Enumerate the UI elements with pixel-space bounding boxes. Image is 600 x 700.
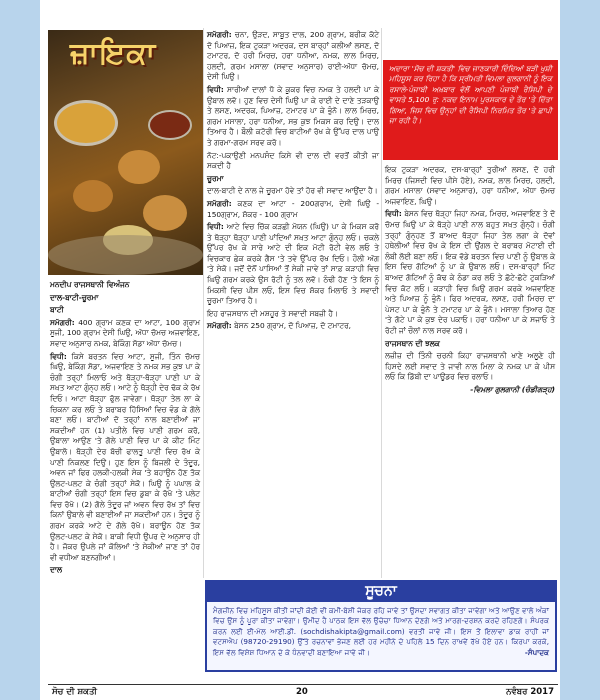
- chutney-bowl: [148, 110, 192, 140]
- method-text: ਆਟੇ ਵਿਚ ਚਿੱਕ ਕੜਛੀ ਮੋਯਨ (ਘਿਉ) ਪਾ ਕੇ ਮਿਕਸ ਕਰੋ ਤੇ ਥੋੜ੍ਹਾ ਥੋੜ੍ਹਾ ਪਾਣੀ ਪਾਂਦਿਆਂ ਸਖ਼ਤ ਆਟਾ ਗੁੰਨ੍ਹ ਲਓ। ਚਕਲੇ ਉੱਪਰ ਰੱਖ ਕੇ ਸਾਰੇ ਆਟੇ ਦੀ ਇਕ ਮੋਟੀ ਰੋਟੀ ਵੇਲ ਲਓ ਤੇ ਵਿਚਕਾਰ ਛੇਕ ਕਰਕੇ ਗੈਸ 'ਤੇ ਤਵੇ ਉੱਪਰ ਰੱਖ ਦਿਓ। ਹੌਲੀ ਅੱਗ 'ਤੇ ਸੇਕੋ। ਜਦੋਂ ਦੋਨੋਂ ਪਾਸਿਆਂ ਤੋਂ ਸੇਕੀ ਜਾਵੇ ਤਾਂ ਸਾਫ਼ ਕੜਾਹੀ ਵਿਚ ਘਿਉ ਗਰਮ ਕਰਕੇ ਉਸ ਰੋਟੀ ਨੂੰ ਤਲ ਲਵੋ। ਠੰਢੀ ਹੋਣ 'ਤੇ ਇਸ ਨੂੰ ਮਿਕਸੀ ਵਿਚ ਪੀਸ ਲਓ, ਇਸ ਵਿਚ ਸ਼ੱਕਰ ਮਿਲਾਓ ਤੇ ਸਵਾਦੀ ਚੂਰਮਾ ਤਿਆਰ ਹੈ।: [207, 222, 379, 306]
- ingredients-paragraph: [207, 199, 379, 220]
- notice-sign: -ਸੰਪਾਦਕ: [524, 647, 549, 657]
- notice-box: [205, 580, 557, 672]
- bati-ball: [73, 180, 113, 212]
- column-middle: [207, 30, 379, 334]
- bati-ball: [118, 150, 160, 184]
- method-paragraph: [50, 352, 200, 564]
- dish-title: ਦਾਲ-ਬਾਟੀ-ਚੂਰਮਾ: [50, 292, 99, 302]
- bati-ball: [143, 195, 187, 231]
- byline: ਮਨਦੀਪ ਰਾਜਸਥਾਨੀ ਵਿਅੰਜਨ: [50, 280, 130, 289]
- dal-bowl: [54, 100, 118, 146]
- method-text: ਕਿਸੇ ਬਰਤਨ ਵਿਚ ਆਟਾ, ਸੂਜੀ, ਤਿੰਨ ਚੱਮਚ ਘਿਉ, ਬੇਕਿੰਗ ਸੋਡਾ, ਅਜਵਾਇਣ ਤੇ ਨਮਕ ਸਭ ਕੁਝ ਪਾ ਕੇ ਚੰਗੀ ਤਰ੍ਹਾਂ ਮਿਲਾਓ ਅਤੇ ਥੋੜ੍ਹਾ-ਥੋੜ੍ਹਾ ਪਾਣੀ ਪਾ ਕੇ ਸਖ਼ਤ ਆਟਾ ਗੁੰਨ੍ਹ ਲਓ। ਆਟੇ ਨੂੰ ਥੋੜ੍ਹੀ ਦੇਰ ਢੱਕ ਕੇ ਰੱਖ ਦਿਓ। ਆਟਾ ਥੋੜ੍ਹਾ ਫੁੱਲ ਜਾਵੇਗਾ। ਥੋੜ੍ਹਾ ਤੇਲ ਲਾ ਕੇ ਚਿਕਨਾ ਕਰ ਲਓ ਤੇ ਬਰਾਬਰ ਹਿੱਸਿਆਂ ਵਿਚ ਵੰਡ ਕੇ ਗੋਲੇ ਬਣਾ ਲਓ। ਬਾਟੀਆਂ ਦੋ ਤਰ੍ਹਾਂ ਨਾਲ ਬਣਾਈਆਂ ਜਾ ਸਕਦੀਆਂ ਹਨ (1) ਪਤੀਲੇ ਵਿਚ ਪਾਣੀ ਗਰਮ ਕਰੋ, ਉਬਾਲਾ ਆਉਣ 'ਤੇ ਗੋਲੇ ਪਾਣੀ ਵਿਚ ਪਾ ਕੇ ਕੀਟ ਮਿੰਟ ਉਬਾਲੋ। ਥੋੜ੍ਹੀ ਦੇਰ ਬੱਚੀ ਫਾਲਤੂ ਪਾਣੀ ਵਿਚ ਰੱਖ ਕੇ ਪਾਣੀ ਨਿਕਲਣ ਦਿਉ। ਹੁਣ ਇਸ ਨੂੰ ਬਿਜਲੀ ਦੇ ਤੰਦੂਰ, ਅਵਨ ਜਾਂ ਫਿਰ ਹਲਕੀ-ਹਲਕੀ ਸੇਕ 'ਤੇ ਬਹਾਉਨ ਹੋਣ ਤੱਕ ਉਲਟ-ਪਲਟ ਕੇ ਚੰਗੀ ਤਰ੍ਹਾਂ ਸੇਕੋ। ਘਿਉ ਨੂੰ ਪਘਾਲ ਕੇ ਬਾਟੀਆਂ ਚੰਗੀ ਤਰ੍ਹਾਂ ਇਸ ਵਿਚ ਡੁਬਾ ਕੇ ਰੱਖੋ 'ਤੇ ਪਲੇਟ ਵਿਚ ਰੱਖੋ। (2) ਗੋਲੇ ਤੰਦੂਰ ਜਾਂ ਅਵਨ ਵਿਚ ਰੱਖ ਤਾਂ ਵਿਚ ਕਿਨਾਂ ਉਬਾਲੇ ਵੀ ਬਣਾਈਆਂ ਜਾ ਸਕਦੀਆਂ ਹਨ। ਤੰਦੂਰ ਨੂੰ ਗਰਮ ਕਰਕੇ ਆਟੇ ਦੇ ਗੋਲੇ ਰੱਖੋ। ਬਰਾਊਨ ਹੋਣ ਤੱਕ ਉਲਟ-ਪਲਟ ਕੇ ਸੇਕੋ। ਬਾਕੀ ਵਿਧੀ ਉਪਰ ਦੇ ਅਨੁਸਾਰ ਹੀ ਹੈ। ਜੋਕਰ ਉਪਲੇ ਜਾਂ ਕੋਲਿਆਂ 'ਤੇ ਸੇਕੀਆਂ ਜਾਣ ਤਾਂ ਹੋਰ ਵੀ ਵਧੀਆ ਬਣਨਗੀਆਂ।: [50, 351, 200, 562]
- method-paragraph: [207, 222, 379, 307]
- ingredients-text: ਕਣਕ ਦਾ ਆਟਾ - 200ਗਰਾਮ, ਦੇਸੀ ਘਿਉ - 150ਗ੍ਰਾਮ, ਸ਼ੱਕਰ - 100 ਗ੍ਰਾਮ: [207, 198, 379, 219]
- page-footer: [48, 684, 558, 699]
- issue-date: ਨਵੰਬਰ 2017: [506, 687, 554, 697]
- column-divider: [381, 28, 382, 578]
- notice-title: ਸੂਚਨਾ: [205, 580, 557, 602]
- ingredients-text: ਬੇਸਨ 250 ਗ੍ਰਾਮ, ਦੋ ਪਿਆਜ਼, ਦੋ ਟਮਾਟਰ,: [234, 321, 351, 331]
- method-label: ਵਿਧੀ:: [385, 209, 402, 219]
- right-margin-band: [560, 0, 600, 700]
- notice-text: ਮੈਗਜ਼ੀਨ ਵਿਚ ਮਹਿਸੂਸ ਕੀਤੀ ਜਾਂਦੀ ਕੋਈ ਵੀ ਕਮੀ-ਬੇਸ਼ੀ ਜੇਕਰ ਰਹਿ ਜਾਵੇ ਤਾਂ ਉਸਦਾ ਸਵਾਗਤ ਕੀਤਾ ਜਾਵੇਗਾ ਅਤੇ ਆਉਣ ਵਾਲੇ ਅੰਕਾਂ ਵਿਚ ਉਸ ਨੂੰ ਪੂਰਾ ਕੀਤਾ ਜਾਵੇਗਾ। ਉਮੀਦ ਹੈ ਪਾਠਕ ਇਸ ਵੱਲ ਉਚੇਚਾ ਧਿਆਨ ਦੇਣਗੇ ਅਤੇ ਮਾਰਗ-ਦਰਸ਼ਨ ਕਰਦੇ ਰਹਿਣਗੇ। ਸੰਪਰਕ ਕਰਨ ਲਈ ਈ-ਮੇਲ ਆਈ.ਡੀ. (sochdishakipta@gmail.com) ਵਰਤੀ ਜਾਵੇ ਜੀ। ਇਸ ਤੋਂ ਇਲਾਵਾ ਡਾਕ ਰਾਹੀਂ ਜਾਂ ਵਟਸਐਪ (98720-29190) ਉੱਤੇ ਰਚਨਾਵਾਂ ਭੇਜਣ ਲਈ ਹਰ ਮਹੀਨੇ ਦੇ ਪਹਿਲੇ 15 ਦਿਨ ਰਾਖਵੇਂ ਰੱਖੇ ਹੋਏ ਹਨ। ਕਿਰਪਾ ਕਰਕੇ, ਇਸ ਵੱਲ ਵਿਸ਼ੇਸ਼ ਧਿਆਨ ਦੇ ਕੇ ਧੰਨਵਾਦੀ ਬਣਾਇਆ ਜਾਵੇ ਜੀ।: [213, 606, 549, 657]
- subheading-bati: ਬਾਟੀ: [50, 305, 64, 315]
- author-signature: -ਵਿਮਲਾ ਗੁਲਗਾਨੀ (ਚੰਡੀਗੜ੍ਹ): [470, 384, 555, 394]
- subheading-churma: ਚੂਰਮਾ: [207, 173, 224, 183]
- closing-paragraph: ਲਜ਼ੀਜ਼ ਦੀ ਤਿੰਨੀ ਚਰਨੀ ਕਿਹਾ ਰਾਜਸਥਾਨੀ ਖਾਣੇ ਅਲੂਣੇ ਹੀ ਹਿਸਦੇ ਲਈ ਸਵਾਦ ਤੇ ਜਾਵੀ ਨਾਲ ਮਿਲਾ ਕੇ ਨਮਕ ਪਾ ਕੇ ਪੀਸ ਲਓ ਕਿ ਡਿੱਬੀ ਦਾ ਪਾਊਡਰ ਵਿਚ ਰਲਾਓ।: [385, 351, 555, 382]
- ingredients-label: ਸਮੱਗਰੀ:: [207, 30, 232, 39]
- ingredients-paragraph: [50, 318, 200, 350]
- subheading-dal: ਦਾਲ: [50, 565, 63, 575]
- method-paragraph: [385, 209, 555, 336]
- announcement-text: ਅਦਾਰਾ 'ਸੋਚ ਦੀ ਸ਼ਕਤੀ' ਵਿਚ ਜਾਣਕਾਰੀ ਦਿੰਦਿਆਂ ਬੜੀ ਖੁਸ਼ੀ ਮਹਿਸੂਸ ਕਰ ਰਿਹਾ ਹੈ ਕਿ ਸ੍ਰੀਮਤੀ ਵਿਮਲਾ ਗੁਲਗਾਨੀ ਨੂੰ ਇਕ ਰਸਾਲੇ-ਪੰਜਾਬੀ ਅਖ਼ਬਾਰ ਵੱਲੋਂ ਆਪਣੀ ਪੰਜਾਬੀ ਰੈਸਿਪੀ ਦੇ ਵਾਸਤੇ 5,100 ਰੁ: ਨਕਦ ਇਨਾਮ ਪੁਰਸਕਾਰ ਦੇ ਤੌਰ 'ਤੇ ਦਿੱਤਾ ਗਿਆ, ਜਿਸ ਵਿਚ ਉਨ੍ਹਾਂ ਦੀ ਰੈਸਿਪੀ ਨਿਰਮਿਤ ਤੌਰ 'ਤੇ ਛਾਪੀ ਜਾ ਰਹੀ ਹੈ।: [389, 64, 552, 126]
- section-title: ਜ਼ਾਇਕਾ: [70, 36, 157, 71]
- ingredients-label: ਸਮੱਗਰੀ:: [207, 321, 232, 331]
- method-label: ਵਿਧੀ:: [50, 351, 67, 361]
- award-announcement-box: [383, 60, 558, 160]
- method-label: ਵਿਧੀ:: [207, 84, 224, 94]
- method-text: ਸਾਰੀਆਂ ਦਾਲਾਂ ਧੋ ਕੇ ਕੂਕਰ ਵਿਚ ਨਮਕ ਤੇ ਹਲਦੀ ਪਾ ਕੇ ਉਬਾਲ ਲਵੋ। ਹੁਣ ਵਿਚ ਦੇਸੀ ਘਿਉ ਪਾ ਕੇ ਰਾਈ ਦੇ ਦਾਣੇ ਤੜਕਾਉ ਤੇ ਲਸਣ, ਅਦਰਕ, ਪਿਆਜ਼, ਟਮਾਟਰ ਪਾ ਕੇ ਭੁੰਨੋ। ਲਾਲ ਮਿਰਚ, ਗਰਮ ਮਸਾਲਾ, ਹਰਾ ਧਨੀਆ, ਸਭ ਕੁਝ ਮਿਕਸ ਕਰ ਦਿਉ। ਦਾਲ ਤਿਆਰ ਹੈ। ਬੌਲੀ ਕਟੋਰੀ ਵਿਚ ਬਾਟੀਆਂ ਰੱਖ ਕੇ ਉੱਪਰ ਦਾਲ ਪਾਉ ਤੇ ਗਰਮਾ-ਗਰਮ ਸਰਵ ਕਰੋ।: [207, 84, 379, 147]
- ingredients-text: 400 ਗ੍ਰਾਮ ਕਣਕ ਦਾ ਆਟਾ, 100 ਗ੍ਰਾਮ ਸੂਜੀ, 100 ਗ੍ਰਾਮ ਦੇਸੀ ਘਿਉ, ਅੱਧਾ ਚੱਮਚ ਅਜਵਾਇਣ, ਸਵਾਦ ਅਨੁਸਾਰ ਨਮਕ, ਬੇਕਿੰਗ ਸੋਡਾ ਅੱਧਾ ਚੱਮਚ।: [50, 317, 200, 348]
- column-left: [50, 280, 200, 578]
- ingredients-continued: ਇਕ ਟੁਕੜਾ ਅਦਰਕ, ਦਸ-ਬਾਰ੍ਹਾਂ ਤੁਰੀਆਂ ਲਸਣ, ਦੋ ਹਰੀ ਮਿਰਚ (ਜਿਸਦੀ ਵਿਚ ਪੀਸੇ ਹੋਏ), ਨਮਕ, ਲਾਲ ਮਿਰਚ, ਹਲਦੀ, ਗਰਮ ਮਸਾਲਾ (ਸਵਾਦ ਅਨੁਸਾਰ), ਹਰਾ ਧਨੀਆ, ਅੱਧਾ ਚੱਮਚ ਅਜਵਾਇਣ, ਘਿਉ।: [385, 165, 555, 206]
- ingredients-paragraph: [207, 30, 379, 83]
- column-divider: [203, 28, 204, 578]
- method-label: ਵਿਧੀ:: [207, 222, 224, 232]
- method-text: ਬੇਸਨ ਵਿਚ ਥੋੜ੍ਹਾ ਜਿਹਾ ਨਮਕ, ਮਿਰਚ, ਅਜਵਾਇਣ ਤੇ ਦੋ ਚੱਮਚ ਘਿਉ ਪਾ ਕੇ ਥੋੜ੍ਹੇ ਪਾਣੀ ਨਾਲ ਬਹੁਤ ਸਖ਼ਤ ਗੁੰਨ੍ਹੋ। ਚੰਗੀ ਤਰ੍ਹਾਂ ਗੁੰਨ੍ਹਣ ਤੋਂ ਬਾਅਦ ਥੋੜ੍ਹਾ ਜਿਹਾ ਤੇਲ ਲਗਾ ਕੇ ਦੋਵਾਂ ਹਥੇਲੀਆਂ ਵਿਚ ਰੱਖ ਕੇ ਇਸ ਦੀ ਉਂਗਲ ਦੇ ਬਰਾਬਰ ਮੋਟਾਈ ਦੀ ਲੰਬੀ ਲੋਈ ਬਣਾ ਲਓ। ਇਕ ਵੱਡੇ ਬਰਤਨ ਵਿਚ ਪਾਣੀ ਨੂੰ ਉਬਾਲ ਕੇ ਇਸ ਵਿਚ ਗੱਟਿਆਂ ਨੂੰ ਪਾ ਕੇ ਉਬਾਲ ਲਓ। ਦਸ-ਬਾਰ੍ਹਾਂ ਮਿੰਟ ਬਾਅਦ ਗੱਟਿਆਂ ਨੂੰ ਕੱਢ ਕੇ ਠੰਡਾ ਕਰ ਲਓ ਤੇ ਛੋਟੇ-ਛੋਟੇ ਟੁਕੜਿਆਂ ਵਿਚ ਕੱਟ ਲਓ। ਕੜਾਹੀ ਵਿਚ ਘਿਉ ਗਰਮ ਕਰਕੇ ਅਜਵਾਇਣ ਅਤੇ ਪਿਆਜ਼ ਨੂੰ ਭੁੰਨੋ। ਫਿਰ ਅਦਰਕ, ਲਸਣ, ਹਰੀ ਮਿਰਚ ਦਾ ਪੇਸਟ ਪਾ ਕੇ ਭੁੰਨੋ ਤੇ ਟਮਾਟਰ ਪਾ ਕੇ ਭੁੰਨੋ। ਮਸਾਲਾ ਤਿਆਰ ਹੋਣ 'ਤੇ ਗੱਟੇ ਪਾ ਕੇ ਕੁਝ ਦੇਰ ਪਕਾਓ। ਹਰਾ ਧਨੀਆ ਪਾ ਕੇ ਸਜਾਓ ਤੇ ਰੋਟੀ ਜਾਂ ਚੌਲਾਂ ਨਾਲ ਸਰਵ ਕਰੋ।: [385, 209, 555, 335]
- ingredients-label: ਸਮੱਗਰੀ:: [207, 198, 232, 208]
- left-margin-band: [0, 0, 40, 700]
- column-right: [385, 165, 555, 397]
- churma-intro: ਦਾਲ-ਬਾਟੀ ਦੇ ਨਾਲ ਜੇ ਚੂਰਮਾ ਹੋਵੇ ਤਾਂ ਹੋਰ ਵੀ ਸਵਾਦ ਆਉਂਦਾ ਹੈ।: [207, 186, 378, 196]
- subheading-rajasthan: ਰਾਜਸਥਾਨ ਦੀ ਝਲਕ: [385, 338, 440, 348]
- notice-body: [213, 606, 549, 658]
- note: ਨੋਟ:-ਪਕਾਉਣੀ ਮਨਪਸੰਦ ਕਿਸੇ ਵੀ ਦਾਲ ਦੀ ਵਰਤੋਂ ਕੀਤੀ ਜਾ ਸਕਦੀ ਹੈ: [207, 150, 379, 171]
- footnote: ਇਹ ਰਾਜਸਥਾਨ ਦੀ ਮਸ਼ਹੂਰ ਤੇ ਸਵਾਦੀ ਸਬਜ਼ੀ ਹੈ।: [207, 308, 338, 318]
- ingredients-text: ਚਨਾ, ਉੜਦ, ਸਾਬੂਤ ਦਾਲ, 200 ਗ੍ਰਾਮ, ਬਰੀਕ ਕੱਟੇ ਦੋ ਪਿਆਜ਼, ਇਕ ਟੁਕੜਾ ਅਦਰਕ, ਦਸ ਬਾਰ੍ਹਾਂ ਕਲੀਆਂ ਲਸਣ, ਦੋ ਟਮਾਟਰ, ਦੋ ਹਰੀ ਮਿਰਚ, ਹਰਾ ਧਨੀਆ, ਨਮਕ, ਲਾਲ ਮਿਰਚ, ਹਲਦੀ, ਗਰਮ ਮਸਾਲਾ (ਸਵਾਦ ਅਨੁਸਾਰ) ਰਾਈ-ਅੱਧਾ ਚੱਮਚ, ਦੇਸੀ ਘਿਉ।: [207, 30, 379, 82]
- method-paragraph: [207, 85, 379, 149]
- plate: [48, 235, 203, 275]
- magazine-name: ਸੋਚ ਦੀ ਸ਼ਕਤੀ: [52, 687, 97, 697]
- page-number: 20: [296, 687, 308, 697]
- ingredients-paragraph: [207, 321, 379, 332]
- ingredients-label: ਸਮੱਗਰੀ:: [50, 317, 75, 327]
